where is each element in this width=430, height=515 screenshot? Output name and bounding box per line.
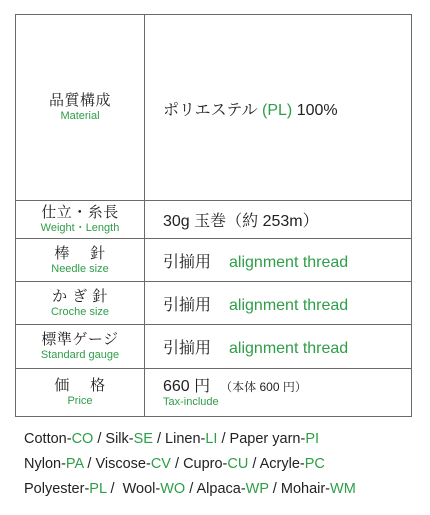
weight-label-cell	[16, 201, 145, 239]
legend-separator: /	[217, 431, 230, 447]
legend-fiber-code: PL	[89, 481, 107, 497]
legend-separator: /	[83, 456, 96, 472]
legend-fiber-name: Polyester-	[24, 481, 90, 497]
legend-fiber-name: Silk-	[105, 431, 134, 447]
legend-fiber-code: WO	[160, 481, 186, 497]
gauge-label-jp: 標準ゲージ	[41, 331, 119, 348]
legend-separator: /	[248, 456, 260, 472]
needle-value-en: alignment thread	[229, 253, 349, 271]
croche-value-jp: 引揃用	[163, 296, 212, 314]
croche-label-cell	[16, 282, 145, 325]
material-code: (PL)	[262, 102, 293, 119]
gauge-row	[16, 325, 412, 369]
legend-fiber-name: Cotton-	[24, 431, 72, 447]
legend-fiber-code: CU	[227, 456, 249, 472]
needle-label-en: Needle size	[51, 262, 109, 275]
croche-value-en: alignment thread	[229, 296, 349, 314]
legend-separator: /	[268, 481, 281, 497]
price-value-cell	[145, 369, 412, 417]
legend-separator: /	[185, 481, 197, 497]
price-label-en: Price	[67, 395, 93, 407]
legend-fiber-code: PA	[65, 456, 84, 472]
legend-fiber-code: PI	[305, 431, 320, 447]
legend-fiber-code: LI	[205, 431, 218, 447]
gauge-label-cell	[16, 325, 145, 369]
needle-value-cell	[145, 239, 412, 282]
price-value: 660 円	[163, 378, 211, 395]
needle-value-jp: 引揃用	[163, 253, 212, 271]
needle-label-jp: 棒 針	[54, 244, 106, 262]
legend-fiber-name: Paper yarn-	[229, 431, 306, 447]
weight-value: 30g 玉巻（約 253m）	[145, 201, 412, 239]
legend-fiber-name: Mohair-	[280, 481, 331, 497]
legend-fiber-name: Linen-	[165, 431, 206, 447]
weight-row	[16, 201, 412, 239]
legend-separator: /	[170, 456, 184, 472]
gauge-value-cell	[145, 325, 412, 369]
croche-label-jp: か ぎ 針	[52, 287, 108, 305]
legend-fiber-name: Acryle-	[259, 456, 305, 472]
price-row	[16, 369, 412, 417]
croche-value-cell	[145, 282, 412, 325]
material-label-en: Material	[60, 110, 100, 122]
legend-line	[24, 477, 424, 502]
weight-label-en: Weight・Length	[40, 222, 120, 234]
legend-separator: /	[106, 481, 123, 497]
price-label-jp: 価 格	[54, 377, 106, 394]
legend-fiber-code: CV	[150, 456, 171, 472]
legend-line	[24, 452, 424, 477]
croche-row	[16, 282, 412, 325]
croche-label-en: Croche size	[50, 305, 110, 318]
legend-separator: /	[152, 431, 166, 447]
material-value-cell	[145, 15, 412, 201]
spec-table	[15, 14, 412, 417]
material-row	[16, 15, 412, 201]
legend-fiber-code: CO	[71, 431, 94, 447]
price-label-cell	[16, 369, 145, 417]
legend-fiber-code: PC	[304, 456, 325, 472]
weight-label-jp: 仕立・糸長	[41, 204, 119, 221]
material-label-jp: 品質構成	[48, 92, 111, 109]
price-note: （本体 600 円）	[220, 380, 307, 394]
material-label-cell	[16, 15, 145, 201]
legend-line	[24, 427, 424, 452]
legend-fiber-code: SE	[133, 431, 153, 447]
gauge-label-en: Standard gauge	[40, 349, 120, 361]
gauge-value-en: alignment thread	[229, 340, 349, 357]
legend-fiber-name: Alpaca-	[196, 481, 246, 497]
material-value: ポリエステル	[163, 102, 258, 119]
needle-label-cell	[16, 239, 145, 282]
fiber-code-legend	[24, 427, 424, 502]
legend-fiber-name: Cupro-	[183, 456, 228, 472]
legend-fiber-name: Viscose-	[95, 456, 151, 472]
legend-fiber-name: Wool-	[122, 481, 161, 497]
price-tax-note: Tax-include	[163, 396, 219, 408]
legend-fiber-name: Nylon-	[24, 456, 66, 472]
legend-fiber-code: WP	[245, 481, 269, 497]
needle-row	[16, 239, 412, 282]
legend-separator: /	[93, 431, 106, 447]
legend-fiber-code: WM	[330, 481, 356, 497]
gauge-value-jp: 引揃用	[163, 340, 212, 357]
material-percent: 100%	[296, 102, 338, 119]
